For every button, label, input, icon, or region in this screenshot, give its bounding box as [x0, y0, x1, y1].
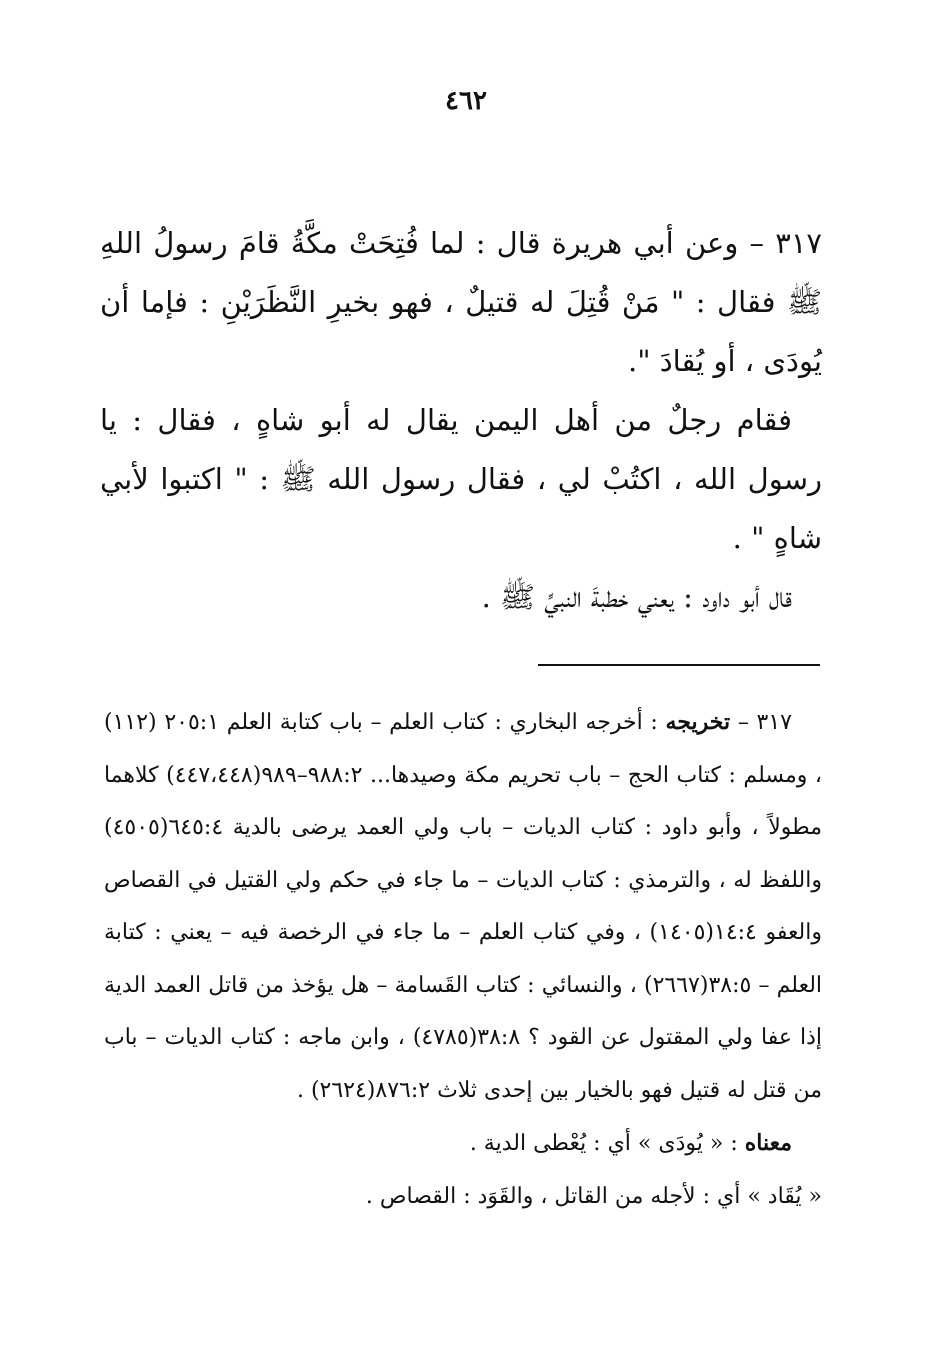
- meaning-paragraph: [104, 1117, 822, 1171]
- takhrij-paragraph: [104, 696, 822, 1117]
- hadith-text: [100, 214, 822, 627]
- takhrij-text: : أخرجه البخاري : كتاب العلم – باب كتابة العلم ٢٠٥:١ (١١٢) ، ومسلم : كتاب الحج – باب تحريم مكة وصيدها... ٩٨٨:٢–٩٨٩(٤٤٧،٤٤٨) كلاهما مطولاً ، وأبو داود : كتاب الديات – باب ولي العمد يرضى بالدية ٦٤٥:٤(٤٥٠٥) واللفظ له ، والترمذي : كتاب الديات – ما جاء في حكم ولي القتيل في القصاص والعفو ١٤:٤(١٤٠٥) ، وفي كتاب العلم – ما جاء في الرخصة فيه – يعني : كتابة العلم – ٣٨:٥(٢٦٦٧) ، والنسائي : كتاب القَسامة – هل يؤخذ من قاتل العمد الدية إذا عفا ولي المقتول عن القود ؟ ٣٨:٨(٤٧٨٥) ، وابن ماجه : كتاب الديات – باب من قتل له قتيل فهو بالخيار بين إحدى ثلاث ٨٧٦:٢(٢٦٢٤) .: [104, 710, 823, 1103]
- yuqad-paragraph: « يُقَاد » أي : لأجله من القاتل ، والقَوَد : القصاص .: [365, 1183, 822, 1209]
- meaning-label: معناه: [744, 1130, 792, 1156]
- takhrij-number: ٣١٧ –: [737, 710, 792, 735]
- footnotes: [104, 696, 822, 1223]
- footnote-divider: [538, 664, 820, 666]
- hadith-paragraph-3: قال أبو داود : يعني خطبةَ النبيِّ ﷺ .: [481, 580, 792, 614]
- page-number: ٤٦٢: [445, 86, 487, 116]
- hadith-paragraph-1: ٣١٧ – وعن أبي هريرة قال : لما فُتِحَتْ مكَّةُ قامَ رسولُ اللهِ ﷺ فقال : " مَنْ قُتِلَ له قتيلٌ ، فهو بخيرِ النَّظَرَيْنِ : فإما أن يُودَى ، أو يُقادَ ".: [100, 226, 822, 378]
- meaning-text: : « يُودَى » أي : يُعْطى الدية .: [469, 1131, 738, 1156]
- hadith-paragraph-2: فقام رجلٌ من أهل اليمن يقال له أبو شاهٍ ، فقال : يا رسول الله ، اكتُبْ لي ، فقال رسول الله ﷺ : " اكتبوا لأبي شاهٍ " .: [100, 403, 822, 555]
- takhrij-label: تخريجه: [665, 709, 731, 735]
